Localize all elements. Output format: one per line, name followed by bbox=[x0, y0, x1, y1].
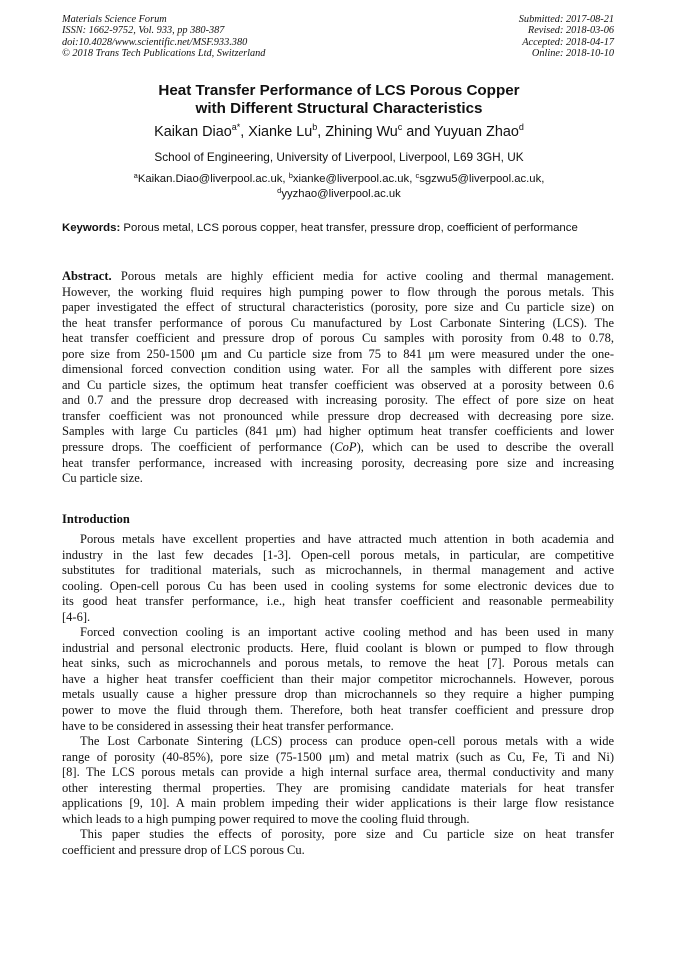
email-marker: c bbox=[415, 171, 420, 180]
keywords bbox=[62, 222, 614, 236]
abstract-line: heat transfer performance, increased with increasing porosity, decreasing pore size and increasing bbox=[62, 455, 614, 470]
author-separator: , bbox=[240, 124, 249, 140]
email-address: Kaikan.Diao@liverpool.ac.uk, bbox=[137, 173, 289, 185]
abstract-line: Samples with large Cu particles (841 μm) had higher optimum heat transfer coefficients and lower bbox=[62, 424, 614, 439]
email-marker: b bbox=[288, 171, 293, 180]
author-name: Xianke Lu bbox=[248, 124, 313, 140]
abstract-line: Abstract. Porous metals are highly efficient media for active cooling and thermal management. bbox=[62, 269, 615, 283]
revised-date: Revised: 2018-03-06 bbox=[527, 25, 614, 37]
abstract-line: transfer coefficient was not pronounced while pressure drop decreased with decreasing pore size. bbox=[62, 408, 614, 423]
author-separator: , bbox=[317, 124, 326, 140]
email-address: sgzwu5@liverpool.ac.uk, bbox=[419, 173, 545, 185]
abstract-label: Abstract. bbox=[62, 269, 112, 283]
online-date: Online: 2018-10-10 bbox=[531, 48, 614, 60]
email-address: yyzhao@liverpool.ac.uk bbox=[281, 188, 401, 200]
accepted-date: Accepted: 2018-04-17 bbox=[522, 36, 614, 48]
introduction-body bbox=[62, 532, 614, 858]
abstract-line: paper investigated the effect of structural characteristics (porosity, pore size and Cu particle size) on bbox=[62, 300, 614, 315]
email-marker: d bbox=[277, 186, 282, 195]
keywords-text: Porous metal, LCS porous copper, heat transfer, pressure drop, coefficient of performance bbox=[123, 222, 578, 234]
paragraph: This paper studies the effects of porosity, pore size and Cu particle size on heat transfer coefficient and pressure drop of LCS porous Cu. bbox=[62, 827, 614, 857]
paragraph: Porous metals have excellent properties and have attracted much attention in both academia and industry in the last few decades [1-3]. Open-cell porous metals, in particular, are competitive substitutes for traditional materials, such as microchannels, in thermal management and active cooling. Open-cell porous Cu has been used in cooling systems for some electronic devices due to its good heat transfer performance, i.e., high heat transfer coefficient and reasonable permeability [4-6]. bbox=[62, 532, 614, 624]
author-list bbox=[0, 123, 678, 141]
abstract bbox=[62, 269, 614, 487]
issn: ISSN: 1662-9752, Vol. 933, pp 380-387 bbox=[62, 25, 225, 37]
title-line-2: with Different Structural Characteristics bbox=[195, 100, 483, 117]
email-line-2 bbox=[0, 187, 678, 202]
affiliation: School of Engineering, University of Liverpool, Liverpool, L69 3GH, UK bbox=[154, 150, 524, 164]
author-name: Yuyuan Zhao bbox=[434, 124, 519, 140]
keywords-label: Keywords: bbox=[62, 222, 121, 234]
abstract-line: and Cu particle sizes, the optimum heat transfer coefficient was observed at a porosity between 0.6 bbox=[62, 377, 614, 392]
title-line-1: Heat Transfer Performance of LCS Porous Copper bbox=[158, 82, 520, 99]
author-name: Zhining Wu bbox=[325, 124, 398, 140]
abstract-line: pressure drops. The coefficient of performance (CoP), which can be used to describe the overall bbox=[62, 440, 614, 455]
author-marker: b bbox=[312, 122, 318, 132]
author-marker: d bbox=[518, 122, 524, 132]
abstract-line: and 0.7 and the pressure drop decreased with increasing porosity. The effect of pore size on heat bbox=[62, 393, 614, 408]
abstract-line: Cu particle size. bbox=[62, 471, 143, 486]
paper-title bbox=[0, 82, 678, 118]
doi: doi:10.4028/www.scientific.net/MSF.933.380 bbox=[62, 36, 248, 48]
copyright: © 2018 Trans Tech Publications Ltd, Switzerland bbox=[62, 48, 266, 60]
section-heading-introduction: Introduction bbox=[62, 512, 130, 526]
cop-abbreviation: CoP bbox=[334, 440, 357, 455]
journal-name: Materials Science Forum bbox=[62, 14, 167, 25]
publication-dates bbox=[519, 14, 614, 60]
author-separator: and bbox=[402, 124, 435, 140]
paragraph: The Lost Carbonate Sintering (LCS) process can produce open-cell porous metals with a wide range of porosity (40-85%), pore size (75-1500 μm) and metal matrix (such as Cu, Fe, Ti and Ni) [8]. The LCS porous metals can provide a high internal surface area, thermal conductivity and many other interesting thermal properties. They are promising candidate materials for heat transfer applications [9, 10]. A main problem impeding their wider applications is their large flow resistance which leads to a high pumping power required to move the cooling fluid through. bbox=[62, 734, 614, 826]
email-line-1 bbox=[0, 172, 678, 187]
author-marker: a* bbox=[231, 122, 241, 132]
abstract-line: the heat transfer performance of porous Cu manufactured by Lost Carbonate Sintering (LCS). The bbox=[62, 315, 614, 330]
journal-info bbox=[62, 14, 265, 60]
author-name: Kaikan Diao bbox=[154, 124, 232, 140]
abstract-line: However, the working fluid requires high pumping power to flow through the porous metals. This bbox=[62, 284, 614, 299]
author-emails bbox=[0, 172, 678, 202]
abstract-line: pore size from 250-1500 μm and Cu particle size from 75 to 841 μm were measured under the one- bbox=[62, 346, 614, 361]
author-marker: c bbox=[397, 122, 403, 132]
email-marker: a bbox=[133, 171, 138, 180]
email-address: xianke@liverpool.ac.uk, bbox=[292, 173, 416, 185]
abstract-line: heat transfer coefficient and pressure drop of porous Cu samples with porosity from 0.48 to 0.78, bbox=[62, 331, 614, 346]
submitted-date: Submitted: 2017-08-21 bbox=[518, 14, 614, 25]
abstract-line: dimensional forced convection condition using water. For all the samples with different pore sizes bbox=[62, 362, 614, 377]
paragraph: Forced convection cooling is an important active cooling method and has been used in many industrial and personal electronic products. Here, fluid coolant is blown or pumped to flow through heat sinks, such as microchannels and porous metals, to remove the heat [7]. Porous metals can have a higher heat transfer coefficient than their major competitor microchannels. However, porous metals usually cause a higher pressure drop than microchannels so they require a higher pumping power to move the fluid through them. Therefore, both heat transfer coefficient and pressure drop have to be considered in assessing their heat transfer performance. bbox=[62, 625, 614, 733]
